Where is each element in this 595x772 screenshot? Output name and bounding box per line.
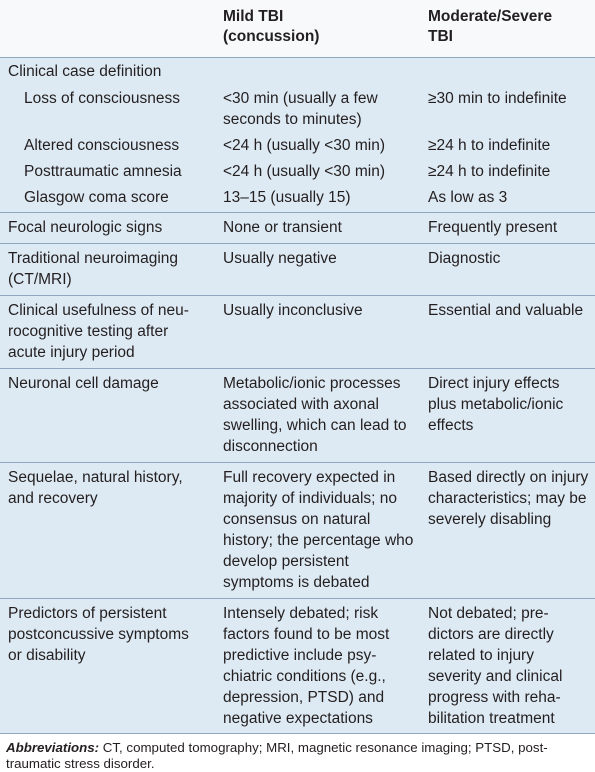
- cell-mild: None or transient: [208, 213, 422, 244]
- cell-severe: As low as 3: [428, 189, 508, 206]
- table-row: [0, 244, 595, 296]
- table-row: [0, 134, 595, 160]
- cell-severe: Not debated; predictors are directly related to injury severity and clinical progress with rehabilitation treatment: [422, 599, 595, 734]
- cell-mild: <24 h (usually <30 min): [223, 163, 385, 180]
- cell-severe: Direct injury effects plus metabolic/ionic effects: [422, 369, 595, 463]
- row-label: Altered consciousness: [24, 137, 180, 154]
- row-label: Traditional neuroimaging (CT/MRI): [0, 244, 208, 296]
- table-row: [0, 186, 595, 213]
- row-label: Loss of consciousness: [24, 90, 180, 107]
- row-label: Predictors of persistent postconcussive symptoms or disability: [0, 599, 208, 734]
- cell-mild: Usually inconclusive: [208, 296, 422, 369]
- header-empty-cell: [0, 0, 208, 58]
- footnote-text: CT, computed tomography; MRI, magnetic resonance imaging; PTSD, posttraumatic stress disorder.: [6, 740, 548, 771]
- cell-mild: Usually negative: [208, 244, 422, 296]
- header-sev-l2: TBI: [428, 28, 453, 45]
- table-row: [0, 87, 595, 134]
- row-label: Clinical usefulness of neurocognitive testing after acute injury period: [0, 296, 208, 369]
- row-label: Focal neurologic signs: [0, 213, 208, 244]
- table-row: [0, 296, 595, 369]
- table-row: [0, 160, 595, 186]
- row-label: Neuronal cell damage: [0, 369, 208, 463]
- cell-mild: Metabolic/ionic processes associated with axonal swelling, which can lead to disconnection: [208, 369, 422, 463]
- row-label: Posttraumatic amnesia: [24, 163, 182, 180]
- cell-mild: <30 min (usually a few seconds to minutes): [223, 90, 378, 128]
- abbreviations-footnote: [0, 734, 595, 772]
- cell-severe: Diagnostic: [422, 244, 595, 296]
- header-moderate-severe-tbi: [422, 0, 595, 58]
- table-row: [0, 599, 595, 734]
- cell-severe: Frequently present: [422, 213, 595, 244]
- cell-severe: Based directly on injury characteristics; may be severely disabling: [422, 463, 595, 599]
- table-row: [0, 369, 595, 463]
- header-sev-l1: Moderate/Severe: [428, 8, 553, 25]
- row-label: Glasgow coma score: [24, 189, 169, 206]
- cell-mild: 13–15 (usually 15): [223, 189, 351, 206]
- header-mild-tbi: [208, 0, 422, 58]
- cell-severe: ≥24 h to indefinite: [428, 163, 551, 180]
- table-row: [0, 213, 595, 244]
- header-mild-l1: Mild TBI: [223, 8, 284, 25]
- table-row: [0, 463, 595, 599]
- footnote-label: Abbreviations:: [6, 740, 100, 755]
- section-clinical-case-definition: Clinical case definition: [0, 58, 595, 88]
- section-row: [0, 58, 595, 88]
- header-mild-l2: (concussion): [223, 28, 320, 45]
- cell-severe: ≥24 h to indefinite: [428, 137, 551, 154]
- cell-mild: <24 h (usually <30 min): [223, 137, 385, 154]
- cell-mild: Full recovery expected in majority of individuals; no consensus on natural history; the percentage who develop persistent symptoms is debated: [208, 463, 422, 599]
- row-label: Sequelae, natural history, and recovery: [0, 463, 208, 599]
- cell-mild: Intensely debated; risk factors found to be most predictive include psychiatric conditions (e.g., depression, PTSD) and negative expectations: [208, 599, 422, 734]
- cell-severe: ≥30 min to indefinite: [428, 90, 567, 107]
- cell-severe: Essential and valuable: [422, 296, 595, 369]
- header-row: [0, 0, 595, 58]
